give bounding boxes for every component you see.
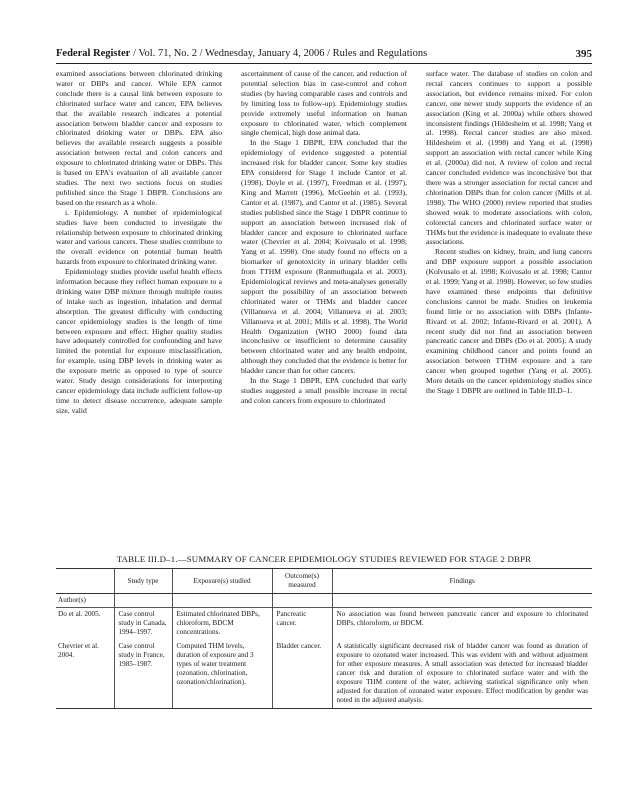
paragraph: In the Stage 1 DBPR, EPA concluded that early studies suggested a small possible increase in rectal and colon cancers from exposure to chlorinated	[241, 376, 407, 405]
column-header: Findings	[332, 569, 592, 594]
header-citation	[56, 48, 427, 59]
table-row	[56, 640, 592, 709]
cell-author: Chevrier et al. 2004.	[56, 640, 114, 709]
text-column-right	[426, 69, 592, 396]
issue-info: / Vol. 71, No. 2 / Wednesday, January 4, 2006 / Rules and Regulations	[130, 48, 428, 59]
column-header: Exposure(s) studied	[172, 569, 272, 594]
text-column-middle	[241, 69, 407, 406]
cell-findings: A statistically significant decreased risk of bladder cancer was found as duration of exposure to ozonated water increased. This was evident with and without adjustment for other exposure measures. A small association was detected for increased bladder cancer risk and duration of exposure to chlorinated surface water and with the exposure THM content of the water, achieving statistical significance only when adjusted for duration of ozonated water exposure. Effect modification by gender was noted in the adjusted analysis.	[332, 640, 592, 709]
page-number: 395	[575, 48, 592, 60]
paragraph: ascertainment of cause of the cancer, and reduction of potential selection bias in case-control and cohort studies (by having comparable cases and controls and by limiting loss to follow-up). Epidemiology studies provide extremely useful information on human exposure to chlorinated water, which complement single chemical, high dose animal data.	[241, 69, 407, 138]
cell-findings: No association was found between pancreatic cancer and exposure to chlorinated DBPs, chloroform, or BDCM.	[332, 608, 592, 641]
summary-table	[56, 568, 592, 709]
cell-exposure: Computed THM levels, duration of exposure and 3 types of water treatment (ozonation, chlorination, ozonation/chlorination).	[172, 640, 272, 709]
cell-outcome: Bladder cancer.	[272, 640, 332, 709]
cell-author: Do et al. 2005.	[58, 610, 101, 618]
paragraph: i. Epidemiology. A number of epidemiological studies have been conducted to investigate the relationship between exposure to chlorinated drinking water and various cancers. These studies contribute to the overall evidence on potential human health hazards from exposure to chlorinated drinking water.	[56, 207, 222, 267]
paragraph: In the Stage 1 DBPR, EPA concluded that the epidemiology of evidence suggested a potential increased risk for bladder cancer. Some key studies EPA considered for Stage 1 include Cantor et al. (1998), Doyle et al. (1997), Freedman et al. (1997), King and Marrett (1996), McGeehin et al. (1993), Cantor et al. (1987), and Cantor et al. (1985). Several studies published since the Stage 1 DBPR continue to support an association between increased risk of bladder cancer and exposure to chlorinated surface water (Chevrier et al. 2004; Koivusalo et al. 1998; Yang et al. 1998). One study found no effects on a biomarker of genotoxicity in urinary bladder cells from TTHM exposure (Ranmuthugala et al. 2003). Epidemiological reviews and meta-analyses generally support the possibility of an association between chlorinated water or THMs and bladder cancer (Villanueva et al. 2004; Villanueva et al. 2003; Villanueva et al. 2001; Mills et al. 1998). The World Health Organization (WHO 2000) found data inconclusive or insufficient to determine causality between chlorinated water and any health endpoint, although they concluded that the evidence is better for bladder cancer than for other cancers.	[241, 138, 407, 376]
table-header-row	[56, 569, 592, 594]
header-rule	[56, 63, 592, 64]
table-row	[56, 608, 592, 641]
cell-study-type: Case control study in Canada, 1994–1997.	[114, 608, 172, 641]
column-header	[56, 569, 114, 594]
table-subheader-row	[56, 594, 592, 608]
text-column-left	[56, 69, 222, 416]
cell-outcome: Pancreatic cancer.	[272, 608, 332, 641]
journal-name: Federal Register	[56, 48, 131, 59]
paragraph: surface water. The database of studies on colon and rectal cancers continues to support a possible association, but evidence remains mixed. For colon cancer, one newer study supports the evidence of an association (King et al. 2000a) while others showed inconsistent findings (Hildesheim et al. 1998; Yang et al. 1998). Rectal cancer studies are also mixed. Hildesheim et al. (1998) and Yang et al. (1998) support an association with rectal cancer while King et al. (2000a) did not. A review of colon and rectal cancer concluded evidence was inconclusive but that there was a stronger association for rectal cancer and chlorination DBPs than for colon cancer (Mills et al. 1998). The WHO (2000) review reported that studies showed weak to moderate associations with colon, colorectal cancers and chlorinated surface water or THMs but the evidence is inadequate to evaluate these associations.	[426, 69, 592, 247]
page-header	[56, 48, 592, 62]
paragraph: Recent studies on kidney, brain, and lung cancers and DBP exposure support a possible association (Kolvusalo et al. 1998; Koivusalo et al. 1998; Cantor et al. 1999; Yang et al. 1998). However, so few studies have examined these endpoints that definitive conclusions cannot be made. Studies on leukemia found little or no association with DBPs (Infante-Rivard et al. 2002; Infante-Rivard et al. 2001). A recent study did not find an association between pancreatic cancer and DBPs (Do et al. 2005). A study examining childhood cancer and points found an association between TTHM exposure and a rare cancer when grouped together (Yang et al. 2005). More details on the cancer epidemiology studies since the Stage 1 DBPR are outlined in Table III.D–1.	[426, 247, 592, 395]
cell-exposure: Estimated chlorinated DBPs, chloroform, BDCM concentrations.	[172, 608, 272, 641]
cell-study-type: Case control study in France, 1985–1987.	[114, 640, 172, 709]
paragraph: examined associations between chlorinated drinking water or DBPs and cancer. While EPA cannot conclude there is a causal link between exposure to chlorinated surface water and cancer, EPA believes that the available research indicates a potential association between bladder cancer and exposure to chlorinated drinking water or DBPs. EPA also believes the available research suggests a possible association between rectal and colon cancers and exposure to chlorinated drinking water or DBPs. This is based on EPA's evaluation of all available cancer studies. The next two sections focus on studies published since the Stage 1 DBPR. Conclusions are based on the research as a whole.	[56, 69, 222, 207]
table-title: TABLE III.D–1.—SUMMARY OF CANCER EPIDEMIOLOGY STUDIES REVIEWED FOR STAGE 2 DBPR	[116, 554, 532, 564]
paragraph: Epidemiology studies provide useful health effects information because they reflect human exposure to a drinking water DBP mixture through multiple routes of intake such as ingestion, inhalation and dermal absorption. The greatest difficulty with conducting cancer epidemiology studies is the length of time between exposure and effect. Higher quality studies have adequately controlled for confounding and have limited the potential for exposure misclassification, for example, using DBP levels in drinking water as the exposure metric as opposed to type of source water. Study design considerations for interpreting cancer epidemiology data include sufficient follow-up time to detect disease occurrence, adequate sample size, valid	[56, 267, 222, 415]
author-subheader: Author(s)	[56, 594, 114, 608]
column-header: Outcome(s) measured	[272, 569, 332, 594]
column-header: Study type	[114, 569, 172, 594]
